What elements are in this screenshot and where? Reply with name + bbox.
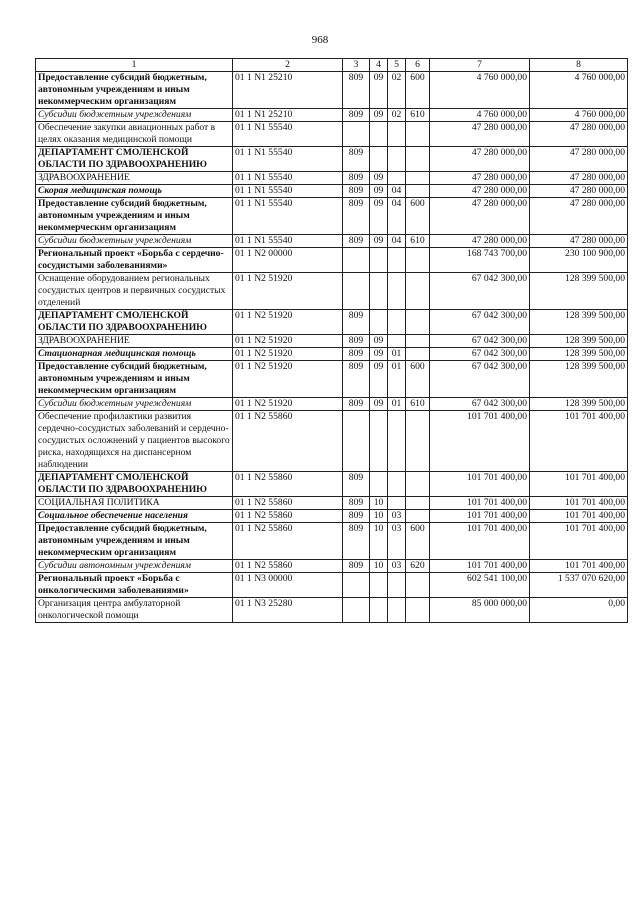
table-row bbox=[36, 335, 628, 348]
expense-type bbox=[406, 172, 430, 185]
table-row bbox=[36, 198, 628, 235]
row-name: ДЕПАРТАМЕНТ СМОЛЕНСКОЙ ОБЛАСТИ ПО ЗДРАВООХРАНЕНИЮ bbox=[36, 147, 233, 172]
row-name: Обеспечение закупки авиационных работ в целях оказания медицинской помощи bbox=[36, 122, 233, 147]
section-code: 09 bbox=[370, 72, 388, 109]
row-name: Организация центра амбулаторной онкологической помощи bbox=[36, 598, 233, 623]
amount-year-2: 101 701 400,00 bbox=[530, 411, 628, 472]
amount-year-1: 47 280 000,00 bbox=[430, 198, 530, 235]
amount-year-2: 47 280 000,00 bbox=[530, 122, 628, 147]
admin-code: 809 bbox=[343, 361, 370, 398]
subsection-code bbox=[388, 573, 406, 598]
section-code bbox=[370, 147, 388, 172]
budget-table bbox=[35, 58, 628, 623]
amount-year-2: 101 701 400,00 bbox=[530, 497, 628, 510]
expense-type bbox=[406, 348, 430, 361]
expense-type bbox=[406, 273, 430, 310]
subsection-code: 03 bbox=[388, 510, 406, 523]
admin-code bbox=[343, 248, 370, 273]
target-code: 01 1 N1 25210 bbox=[233, 72, 343, 109]
table-row bbox=[36, 248, 628, 273]
target-code: 01 1 N1 25210 bbox=[233, 109, 343, 122]
expense-type: 600 bbox=[406, 72, 430, 109]
amount-year-1: 67 042 300,00 bbox=[430, 273, 530, 310]
table-row bbox=[36, 310, 628, 335]
subsection-code bbox=[388, 248, 406, 273]
header-col-5: 5 bbox=[388, 59, 406, 72]
expense-type: 600 bbox=[406, 361, 430, 398]
amount-year-1: 67 042 300,00 bbox=[430, 348, 530, 361]
amount-year-1: 101 701 400,00 bbox=[430, 472, 530, 497]
section-code: 10 bbox=[370, 497, 388, 510]
subsection-code: 04 bbox=[388, 235, 406, 248]
section-code bbox=[370, 411, 388, 472]
section-code bbox=[370, 122, 388, 147]
section-code: 09 bbox=[370, 361, 388, 398]
amount-year-1: 4 760 000,00 bbox=[430, 109, 530, 122]
target-code: 01 1 N2 55860 bbox=[233, 411, 343, 472]
subsection-code bbox=[388, 122, 406, 147]
section-code: 09 bbox=[370, 348, 388, 361]
row-name: Предоставление субсидий бюджетным, автономным учреждениям и иным некоммерческим организациям bbox=[36, 198, 233, 235]
amount-year-1: 47 280 000,00 bbox=[430, 172, 530, 185]
row-name: ЗДРАВООХРАНЕНИЕ bbox=[36, 172, 233, 185]
section-code: 09 bbox=[370, 198, 388, 235]
subsection-code bbox=[388, 310, 406, 335]
table-row bbox=[36, 598, 628, 623]
subsection-code: 02 bbox=[388, 109, 406, 122]
table-row bbox=[36, 122, 628, 147]
section-code: 10 bbox=[370, 523, 388, 560]
expense-type bbox=[406, 573, 430, 598]
admin-code: 809 bbox=[343, 523, 370, 560]
row-name: Региональный проект «Борьба с сердечно-сосудистыми заболеваниями» bbox=[36, 248, 233, 273]
table-row bbox=[36, 273, 628, 310]
row-name: Субсидии бюджетным учреждениям bbox=[36, 235, 233, 248]
subsection-code: 04 bbox=[388, 198, 406, 235]
table-row bbox=[36, 185, 628, 198]
expense-type: 610 bbox=[406, 109, 430, 122]
amount-year-1: 67 042 300,00 bbox=[430, 335, 530, 348]
row-name: Обеспечение профилактики развития сердечно-сосудистых заболеваний и сердечно-сосудистых осложнений у пациентов высокого риска, находящихся на диспансерном наблюдении bbox=[36, 411, 233, 472]
admin-code: 809 bbox=[343, 560, 370, 573]
amount-year-1: 67 042 300,00 bbox=[430, 310, 530, 335]
section-code: 09 bbox=[370, 398, 388, 411]
table-row bbox=[36, 472, 628, 497]
row-name: Социальное обеспечение населения bbox=[36, 510, 233, 523]
admin-code bbox=[343, 598, 370, 623]
row-name: ДЕПАРТАМЕНТ СМОЛЕНСКОЙ ОБЛАСТИ ПО ЗДРАВООХРАНЕНИЮ bbox=[36, 472, 233, 497]
expense-type: 610 bbox=[406, 398, 430, 411]
table-row bbox=[36, 523, 628, 560]
amount-year-2: 1 537 070 620,00 bbox=[530, 573, 628, 598]
subsection-code: 01 bbox=[388, 398, 406, 411]
expense-type: 600 bbox=[406, 523, 430, 560]
amount-year-1: 67 042 300,00 bbox=[430, 398, 530, 411]
expense-type bbox=[406, 185, 430, 198]
amount-year-2: 128 399 500,00 bbox=[530, 348, 628, 361]
subsection-code: 02 bbox=[388, 72, 406, 109]
admin-code: 809 bbox=[343, 185, 370, 198]
row-name: Субсидии автономным учреждениям bbox=[36, 560, 233, 573]
section-code bbox=[370, 598, 388, 623]
amount-year-2: 47 280 000,00 bbox=[530, 185, 628, 198]
target-code: 01 1 N2 51920 bbox=[233, 310, 343, 335]
target-code: 01 1 N1 55540 bbox=[233, 122, 343, 147]
amount-year-1: 85 000 000,00 bbox=[430, 598, 530, 623]
admin-code bbox=[343, 122, 370, 147]
row-name: Оснащение оборудованием региональных сосудистых центров и первичных сосудистых отделений bbox=[36, 273, 233, 310]
target-code: 01 1 N2 55860 bbox=[233, 523, 343, 560]
section-code: 09 bbox=[370, 185, 388, 198]
amount-year-2: 128 399 500,00 bbox=[530, 273, 628, 310]
expense-type: 620 bbox=[406, 560, 430, 573]
admin-code bbox=[343, 273, 370, 310]
target-code: 01 1 N3 00000 bbox=[233, 573, 343, 598]
admin-code: 809 bbox=[343, 235, 370, 248]
target-code: 01 1 N2 51920 bbox=[233, 335, 343, 348]
target-code: 01 1 N1 55540 bbox=[233, 235, 343, 248]
expense-type bbox=[406, 248, 430, 273]
expense-type: 600 bbox=[406, 198, 430, 235]
table-row bbox=[36, 72, 628, 109]
expense-type bbox=[406, 598, 430, 623]
admin-code: 809 bbox=[343, 72, 370, 109]
amount-year-2: 101 701 400,00 bbox=[530, 510, 628, 523]
admin-code: 809 bbox=[343, 398, 370, 411]
admin-code: 809 bbox=[343, 310, 370, 335]
header-col-7: 7 bbox=[430, 59, 530, 72]
section-code: 09 bbox=[370, 109, 388, 122]
admin-code: 809 bbox=[343, 510, 370, 523]
table-row bbox=[36, 361, 628, 398]
header-col-8: 8 bbox=[530, 59, 628, 72]
amount-year-1: 168 743 700,00 bbox=[430, 248, 530, 273]
amount-year-1: 47 280 000,00 bbox=[430, 147, 530, 172]
row-name: Скорая медицинская помощь bbox=[36, 185, 233, 198]
header-col-3: 3 bbox=[343, 59, 370, 72]
header-col-4: 4 bbox=[370, 59, 388, 72]
amount-year-2: 4 760 000,00 bbox=[530, 109, 628, 122]
amount-year-1: 101 701 400,00 bbox=[430, 411, 530, 472]
amount-year-2: 230 100 900,00 bbox=[530, 248, 628, 273]
page-number: 968 bbox=[311, 34, 329, 46]
subsection-code: 04 bbox=[388, 185, 406, 198]
expense-type bbox=[406, 310, 430, 335]
table-row bbox=[36, 172, 628, 185]
section-code bbox=[370, 248, 388, 273]
subsection-code bbox=[388, 411, 406, 472]
target-code: 01 1 N2 51920 bbox=[233, 273, 343, 310]
target-code: 01 1 N2 51920 bbox=[233, 348, 343, 361]
table-row bbox=[36, 497, 628, 510]
target-code: 01 1 N2 00000 bbox=[233, 248, 343, 273]
subsection-code bbox=[388, 598, 406, 623]
target-code: 01 1 N2 51920 bbox=[233, 398, 343, 411]
amount-year-1: 47 280 000,00 bbox=[430, 122, 530, 147]
amount-year-2: 101 701 400,00 bbox=[530, 523, 628, 560]
amount-year-1: 47 280 000,00 bbox=[430, 235, 530, 248]
admin-code: 809 bbox=[343, 109, 370, 122]
row-name: Субсидии бюджетным учреждениям bbox=[36, 109, 233, 122]
table-row bbox=[36, 510, 628, 523]
target-code: 01 1 N2 55860 bbox=[233, 497, 343, 510]
expense-type bbox=[406, 510, 430, 523]
target-code: 01 1 N1 55540 bbox=[233, 198, 343, 235]
amount-year-2: 101 701 400,00 bbox=[530, 560, 628, 573]
amount-year-2: 4 760 000,00 bbox=[530, 72, 628, 109]
subsection-code: 01 bbox=[388, 348, 406, 361]
row-name: ЗДРАВООХРАНЕНИЕ bbox=[36, 335, 233, 348]
amount-year-2: 128 399 500,00 bbox=[530, 361, 628, 398]
target-code: 01 1 N2 51920 bbox=[233, 361, 343, 398]
section-code: 10 bbox=[370, 560, 388, 573]
table-row bbox=[36, 573, 628, 598]
amount-year-1: 101 701 400,00 bbox=[430, 560, 530, 573]
subsection-code bbox=[388, 472, 406, 497]
admin-code: 809 bbox=[343, 172, 370, 185]
target-code: 01 1 N1 55540 bbox=[233, 147, 343, 172]
target-code: 01 1 N2 55860 bbox=[233, 560, 343, 573]
row-name: Предоставление субсидий бюджетным, автономным учреждениям и иным некоммерческим организациям bbox=[36, 523, 233, 560]
expense-type bbox=[406, 147, 430, 172]
section-code bbox=[370, 310, 388, 335]
amount-year-2: 0,00 bbox=[530, 598, 628, 623]
subsection-code bbox=[388, 497, 406, 510]
subsection-code: 03 bbox=[388, 523, 406, 560]
row-name: Субсидии бюджетным учреждениям bbox=[36, 398, 233, 411]
table-row bbox=[36, 411, 628, 472]
table-row bbox=[36, 560, 628, 573]
admin-code: 809 bbox=[343, 472, 370, 497]
table-header-row bbox=[36, 59, 628, 72]
section-code bbox=[370, 573, 388, 598]
expense-type bbox=[406, 472, 430, 497]
expense-type bbox=[406, 122, 430, 147]
header-col-2: 2 bbox=[233, 59, 343, 72]
amount-year-2: 101 701 400,00 bbox=[530, 472, 628, 497]
expense-type bbox=[406, 497, 430, 510]
subsection-code bbox=[388, 147, 406, 172]
target-code: 01 1 N3 25280 bbox=[233, 598, 343, 623]
admin-code bbox=[343, 411, 370, 472]
amount-year-2: 128 399 500,00 bbox=[530, 335, 628, 348]
amount-year-2: 47 280 000,00 bbox=[530, 147, 628, 172]
admin-code: 809 bbox=[343, 335, 370, 348]
subsection-code: 01 bbox=[388, 361, 406, 398]
row-name: Региональный проект «Борьба с онкологическими заболеваниями» bbox=[36, 573, 233, 598]
section-code: 09 bbox=[370, 335, 388, 348]
amount-year-1: 4 760 000,00 bbox=[430, 72, 530, 109]
row-name: ДЕПАРТАМЕНТ СМОЛЕНСКОЙ ОБЛАСТИ ПО ЗДРАВООХРАНЕНИЮ bbox=[36, 310, 233, 335]
section-code bbox=[370, 472, 388, 497]
header-col-1: 1 bbox=[36, 59, 233, 72]
subsection-code: 03 bbox=[388, 560, 406, 573]
expense-type bbox=[406, 411, 430, 472]
table-row bbox=[36, 147, 628, 172]
table-row bbox=[36, 235, 628, 248]
admin-code: 809 bbox=[343, 147, 370, 172]
amount-year-1: 101 701 400,00 bbox=[430, 510, 530, 523]
section-code: 09 bbox=[370, 172, 388, 185]
admin-code: 809 bbox=[343, 497, 370, 510]
table-row bbox=[36, 348, 628, 361]
amount-year-2: 47 280 000,00 bbox=[530, 172, 628, 185]
target-code: 01 1 N1 55540 bbox=[233, 185, 343, 198]
target-code: 01 1 N1 55540 bbox=[233, 172, 343, 185]
header-col-6: 6 bbox=[406, 59, 430, 72]
row-name: СОЦИАЛЬНАЯ ПОЛИТИКА bbox=[36, 497, 233, 510]
subsection-code bbox=[388, 273, 406, 310]
admin-code bbox=[343, 573, 370, 598]
admin-code: 809 bbox=[343, 348, 370, 361]
amount-year-2: 128 399 500,00 bbox=[530, 398, 628, 411]
target-code: 01 1 N2 55860 bbox=[233, 510, 343, 523]
section-code bbox=[370, 273, 388, 310]
amount-year-2: 47 280 000,00 bbox=[530, 198, 628, 235]
expense-type bbox=[406, 335, 430, 348]
row-name: Предоставление субсидий бюджетным, автономным учреждениям и иным некоммерческим организациям bbox=[36, 361, 233, 398]
subsection-code bbox=[388, 172, 406, 185]
table-row bbox=[36, 398, 628, 411]
row-name: Стационарная медицинская помощь bbox=[36, 348, 233, 361]
amount-year-1: 101 701 400,00 bbox=[430, 497, 530, 510]
amount-year-1: 47 280 000,00 bbox=[430, 185, 530, 198]
table-row bbox=[36, 109, 628, 122]
section-code: 10 bbox=[370, 510, 388, 523]
amount-year-1: 67 042 300,00 bbox=[430, 361, 530, 398]
row-name: Предоставление субсидий бюджетным, автономным учреждениям и иным некоммерческим организациям bbox=[36, 72, 233, 109]
amount-year-2: 47 280 000,00 bbox=[530, 235, 628, 248]
admin-code: 809 bbox=[343, 198, 370, 235]
amount-year-1: 602 541 100,00 bbox=[430, 573, 530, 598]
subsection-code bbox=[388, 335, 406, 348]
target-code: 01 1 N2 55860 bbox=[233, 472, 343, 497]
expense-type: 610 bbox=[406, 235, 430, 248]
amount-year-2: 128 399 500,00 bbox=[530, 310, 628, 335]
amount-year-1: 101 701 400,00 bbox=[430, 523, 530, 560]
section-code: 09 bbox=[370, 235, 388, 248]
